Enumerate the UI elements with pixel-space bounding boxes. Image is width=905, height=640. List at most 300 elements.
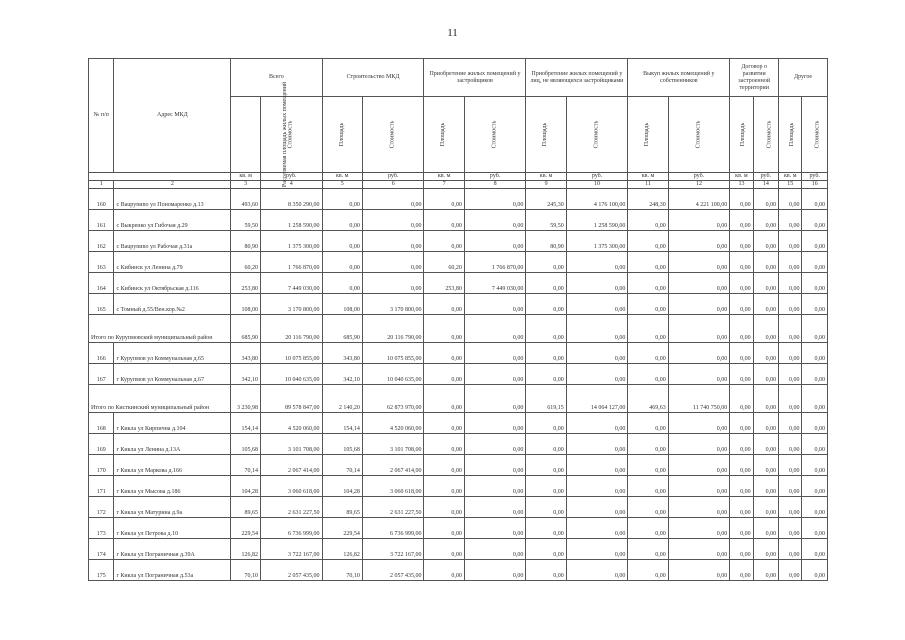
value-cell: 0,00: [753, 273, 778, 294]
value-cell: 0,00: [802, 315, 828, 343]
value-cell: 0,00: [464, 476, 526, 497]
value-cell: 0,00: [668, 294, 730, 315]
value-cell: 0,00: [566, 294, 628, 315]
value-cell: 0,00: [753, 210, 778, 231]
total-label: Итого по Курупмовский муниципальный район: [89, 315, 231, 343]
value-cell: 2 631 227,50: [260, 497, 322, 518]
value-cell: 0,00: [464, 315, 526, 343]
header-sub-label: Площадь: [740, 122, 747, 147]
value-cell: 0,00: [322, 231, 362, 252]
value-cell: 0,00: [668, 560, 730, 581]
value-cell: 2 067 414,00: [260, 455, 322, 476]
value-cell: 0,00: [628, 476, 668, 497]
header-sub-label: Площадь: [440, 122, 447, 147]
value-cell: 0,00: [802, 476, 828, 497]
row-address: г Кикла ул Пограничная д.53а: [114, 560, 231, 581]
value-cell: 0,00: [464, 385, 526, 413]
value-cell: 80,90: [526, 231, 566, 252]
value-cell: 0,00: [628, 315, 668, 343]
value-cell: 0,00: [730, 273, 753, 294]
value-cell: 0,00: [802, 294, 828, 315]
value-cell: 10 075 855,00: [260, 343, 322, 364]
value-cell: 0,00: [779, 413, 802, 434]
value-cell: 0,00: [730, 343, 753, 364]
value-cell: 2 140,20: [322, 385, 362, 413]
value-cell: 3 060 618,00: [362, 476, 424, 497]
value-cell: 0,00: [322, 210, 362, 231]
value-cell: 70,10: [322, 560, 362, 581]
value-cell: 0,00: [464, 539, 526, 560]
table-row: [89, 560, 828, 581]
header-sub: [464, 97, 526, 173]
table-row: [89, 455, 828, 476]
value-cell: 0,00: [753, 455, 778, 476]
table-row: [89, 343, 828, 364]
value-cell: 7 449 030,00: [260, 273, 322, 294]
value-cell: 0,00: [424, 434, 464, 455]
value-cell: 0,00: [628, 539, 668, 560]
row-address: г Кикла ул Мысова д.186: [114, 476, 231, 497]
row-address: с Кибинск ул Ленина д.79: [114, 252, 231, 273]
header-sub-label: Стоимость: [814, 120, 821, 149]
value-cell: 108,00: [322, 294, 362, 315]
value-cell: 0,00: [668, 476, 730, 497]
value-cell: 0,00: [362, 189, 424, 210]
value-cell: 0,00: [668, 434, 730, 455]
value-cell: 154,14: [322, 413, 362, 434]
value-cell: 70,14: [231, 455, 261, 476]
value-cell: 0,00: [424, 497, 464, 518]
value-cell: 0,00: [753, 189, 778, 210]
row-number: 163: [89, 252, 114, 273]
value-cell: 0,00: [779, 385, 802, 413]
value-cell: 0,00: [362, 231, 424, 252]
value-cell: 11 740 750,00: [668, 385, 730, 413]
header-sub-label: Площадь: [789, 122, 796, 147]
header-group: Выкуп жилых помещений у собственников: [628, 59, 730, 97]
value-cell: 0,00: [526, 539, 566, 560]
unit-cell: руб.: [753, 173, 778, 181]
value-cell: 0,00: [753, 413, 778, 434]
value-cell: 0,00: [668, 364, 730, 385]
value-cell: 0,00: [424, 210, 464, 231]
value-cell: 4 520 060,00: [260, 413, 322, 434]
value-cell: 0,00: [322, 189, 362, 210]
value-cell: 0,00: [464, 518, 526, 539]
value-cell: 0,00: [322, 252, 362, 273]
value-cell: 7 449 030,00: [464, 273, 526, 294]
value-cell: 0,00: [464, 189, 526, 210]
value-cell: 343,80: [231, 343, 261, 364]
value-cell: 0,00: [424, 315, 464, 343]
value-cell: 0,00: [779, 315, 802, 343]
value-cell: 1 258 590,00: [566, 210, 628, 231]
header-sub-label: Площадь: [644, 122, 651, 147]
colnum-cell: 10: [566, 181, 628, 189]
unit-cell: кв. м: [779, 173, 802, 181]
value-cell: 10 040 635,00: [362, 364, 424, 385]
value-cell: 10 075 855,00: [362, 343, 424, 364]
value-cell: 0,00: [753, 476, 778, 497]
row-address: г Курупмов ул Коммунальная д.65: [114, 343, 231, 364]
value-cell: 4 221 100,00: [668, 189, 730, 210]
value-cell: 6 736 999,00: [362, 518, 424, 539]
header-sub-label: Расселяемая площадь жилых помещений: [282, 81, 289, 188]
table-row: [89, 252, 828, 273]
value-cell: 0,00: [628, 231, 668, 252]
value-cell: 0,00: [802, 231, 828, 252]
value-cell: 0,00: [628, 364, 668, 385]
value-cell: 0,00: [424, 231, 464, 252]
colnum-cell: 7: [424, 181, 464, 189]
header-sub-label: Площадь: [338, 122, 345, 147]
table-row: [89, 189, 828, 210]
value-cell: 0,00: [362, 252, 424, 273]
value-cell: 342,10: [322, 364, 362, 385]
value-cell: 2 631 227,50: [362, 497, 424, 518]
value-cell: 343,80: [322, 343, 362, 364]
value-cell: 89 578 847,00: [260, 385, 322, 413]
value-cell: 59,50: [526, 210, 566, 231]
header-address: Адрес МКД: [114, 59, 231, 173]
table-row: [89, 434, 828, 455]
value-cell: 0,00: [730, 434, 753, 455]
header-sub: [424, 97, 464, 173]
value-cell: 0,00: [464, 560, 526, 581]
value-cell: 104,28: [322, 476, 362, 497]
value-cell: 10 040 635,00: [260, 364, 322, 385]
unit-cell: руб.: [362, 173, 424, 181]
value-cell: 0,00: [730, 560, 753, 581]
colnum-cell: 2: [114, 181, 231, 189]
row-number: 164: [89, 273, 114, 294]
value-cell: 0,00: [802, 560, 828, 581]
value-cell: 0,00: [566, 315, 628, 343]
value-cell: 0,00: [424, 385, 464, 413]
value-cell: 0,00: [730, 518, 753, 539]
unit-cell: руб.: [566, 173, 628, 181]
total-row: [89, 315, 828, 343]
value-cell: 108,00: [231, 294, 261, 315]
colnum-cell: 6: [362, 181, 424, 189]
value-cell: 105,68: [322, 434, 362, 455]
value-cell: 0,00: [779, 294, 802, 315]
header-sub: [566, 97, 628, 173]
value-cell: 0,00: [779, 518, 802, 539]
value-cell: 8 350 290,00: [260, 189, 322, 210]
table-row: [89, 539, 828, 560]
value-cell: 0,00: [730, 364, 753, 385]
value-cell: 1 258 590,00: [260, 210, 322, 231]
value-cell: 126,82: [322, 539, 362, 560]
value-cell: 0,00: [566, 364, 628, 385]
value-cell: 0,00: [668, 210, 730, 231]
value-cell: 0,00: [464, 294, 526, 315]
header-sub-label: Стоимость: [593, 120, 600, 149]
value-cell: 0,00: [424, 539, 464, 560]
value-cell: 0,00: [464, 343, 526, 364]
table-row: [89, 294, 828, 315]
value-cell: 0,00: [779, 343, 802, 364]
value-cell: 20 116 790,00: [260, 315, 322, 343]
value-cell: 0,00: [424, 518, 464, 539]
colnum-cell: 16: [802, 181, 828, 189]
unit-cell: кв. м: [322, 173, 362, 181]
colnum-cell: 15: [779, 181, 802, 189]
header-sub-label: Стоимость: [695, 120, 702, 149]
value-cell: 0,00: [464, 231, 526, 252]
value-cell: 0,00: [802, 413, 828, 434]
value-cell: 0,00: [566, 539, 628, 560]
value-cell: 0,00: [779, 497, 802, 518]
value-cell: 3 101 708,00: [362, 434, 424, 455]
value-cell: 0,00: [424, 189, 464, 210]
value-cell: 0,00: [802, 252, 828, 273]
row-address: с Томный д.55/Вен.кор.№2: [114, 294, 231, 315]
value-cell: 0,00: [753, 385, 778, 413]
value-cell: 0,00: [668, 231, 730, 252]
value-cell: 0,00: [730, 476, 753, 497]
table-row: [89, 231, 828, 252]
value-cell: 0,00: [753, 315, 778, 343]
value-cell: 0,00: [566, 497, 628, 518]
value-cell: 1 375 300,00: [566, 231, 628, 252]
colnum-cell: 13: [730, 181, 753, 189]
value-cell: 0,00: [526, 560, 566, 581]
value-cell: 0,00: [526, 343, 566, 364]
value-cell: 0,00: [424, 560, 464, 581]
value-cell: 62 873 970,00: [362, 385, 424, 413]
value-cell: 0,00: [668, 315, 730, 343]
header-sub: [362, 97, 424, 173]
row-number: 165: [89, 294, 114, 315]
unit-cell: кв. м: [526, 173, 566, 181]
value-cell: 0,00: [802, 455, 828, 476]
value-cell: 0,00: [779, 252, 802, 273]
header-sub: [730, 97, 753, 173]
value-cell: 0,00: [802, 364, 828, 385]
value-cell: 59,50: [231, 210, 261, 231]
value-cell: 0,00: [802, 189, 828, 210]
value-cell: 0,00: [566, 273, 628, 294]
table-row: [89, 210, 828, 231]
header-sub: [668, 97, 730, 173]
value-cell: 105,68: [231, 434, 261, 455]
value-cell: 2 067 414,00: [362, 455, 424, 476]
colnum-cell: 4: [260, 181, 322, 189]
value-cell: 0,00: [730, 252, 753, 273]
value-cell: 6 736 999,00: [260, 518, 322, 539]
header-sub: [779, 97, 802, 173]
header-sub: [753, 97, 778, 173]
value-cell: 0,00: [424, 364, 464, 385]
value-cell: 0,00: [779, 434, 802, 455]
value-cell: 0,00: [322, 273, 362, 294]
value-cell: 0,00: [753, 343, 778, 364]
value-cell: 0,00: [362, 210, 424, 231]
value-cell: 0,00: [753, 294, 778, 315]
value-cell: 3 722 167,00: [362, 539, 424, 560]
colnum-cell: 5: [322, 181, 362, 189]
value-cell: 0,00: [566, 252, 628, 273]
value-cell: 1 375 300,00: [260, 231, 322, 252]
value-cell: 0,00: [753, 364, 778, 385]
header-sub: [628, 97, 668, 173]
value-cell: 4 176 100,00: [566, 189, 628, 210]
value-cell: 0,00: [464, 210, 526, 231]
value-cell: 0,00: [526, 364, 566, 385]
row-number: 172: [89, 497, 114, 518]
value-cell: 0,00: [566, 476, 628, 497]
row-address: с Ваupуnиnо ул Пономаренко д.13: [114, 189, 231, 210]
value-cell: 60,20: [231, 252, 261, 273]
value-cell: 0,00: [424, 476, 464, 497]
value-cell: 0,00: [424, 294, 464, 315]
header-sub: [322, 97, 362, 173]
value-cell: 126,82: [231, 539, 261, 560]
value-cell: 0,00: [802, 518, 828, 539]
value-cell: 70,10: [231, 560, 261, 581]
value-cell: 4 520 060,00: [362, 413, 424, 434]
value-cell: 0,00: [802, 539, 828, 560]
value-cell: 3 170 800,00: [362, 294, 424, 315]
header-sub-label: Стоимость: [491, 120, 498, 149]
value-cell: 0,00: [779, 364, 802, 385]
value-cell: 0,00: [730, 231, 753, 252]
value-cell: 0,00: [628, 343, 668, 364]
value-cell: 0,00: [566, 518, 628, 539]
value-cell: 3 170 800,00: [260, 294, 322, 315]
unit-cell: кв. м: [730, 173, 753, 181]
value-cell: 0,00: [802, 343, 828, 364]
row-address: с Кибинск ул Октябрьская д.116: [114, 273, 231, 294]
value-cell: 493,60: [231, 189, 261, 210]
value-cell: 0,00: [526, 252, 566, 273]
table-row: [89, 476, 828, 497]
table-row: [89, 273, 828, 294]
value-cell: 0,00: [464, 364, 526, 385]
colnum-cell: 14: [753, 181, 778, 189]
colnum-cell: 3: [231, 181, 261, 189]
value-cell: 80,90: [231, 231, 261, 252]
value-cell: 0,00: [566, 343, 628, 364]
value-cell: 0,00: [464, 413, 526, 434]
table-row: [89, 364, 828, 385]
value-cell: 154,14: [231, 413, 261, 434]
value-cell: 0,00: [566, 413, 628, 434]
value-cell: 0,00: [668, 518, 730, 539]
row-address: г Кикла ул Петрова д.10: [114, 518, 231, 539]
value-cell: 253,80: [424, 273, 464, 294]
header-row-colnums: [89, 181, 828, 189]
unit-blank: [89, 173, 231, 181]
value-cell: 0,00: [802, 434, 828, 455]
header-num: № п/п: [89, 59, 114, 173]
row-number: 160: [89, 189, 114, 210]
value-cell: 0,00: [668, 455, 730, 476]
value-cell: 0,00: [668, 343, 730, 364]
header-sub-label: Стоимость: [389, 120, 396, 149]
value-cell: 0,00: [753, 518, 778, 539]
value-cell: 0,00: [730, 455, 753, 476]
value-cell: 0,00: [779, 189, 802, 210]
value-cell: 0,00: [526, 273, 566, 294]
value-cell: 0,00: [802, 385, 828, 413]
row-number: 161: [89, 210, 114, 231]
value-cell: 245,30: [526, 189, 566, 210]
value-cell: 0,00: [526, 413, 566, 434]
value-cell: 0,00: [526, 455, 566, 476]
value-cell: 0,00: [628, 294, 668, 315]
header-row-units: [89, 173, 828, 181]
row-number: 169: [89, 434, 114, 455]
value-cell: 0,00: [628, 273, 668, 294]
value-cell: 104,28: [231, 476, 261, 497]
value-cell: 253,80: [231, 273, 261, 294]
value-cell: 0,00: [526, 434, 566, 455]
value-cell: 3 722 167,00: [260, 539, 322, 560]
header-sub-label: Площадь: [542, 122, 549, 147]
unit-cell: руб.: [260, 173, 322, 181]
value-cell: 0,00: [424, 455, 464, 476]
row-number: 168: [89, 413, 114, 434]
header-group: Приобретение жилых помещений у лиц, не являющихся застройщиками: [526, 59, 628, 97]
value-cell: 0,00: [730, 385, 753, 413]
value-cell: 0,00: [464, 497, 526, 518]
value-cell: 0,00: [753, 434, 778, 455]
value-cell: 89,65: [322, 497, 362, 518]
colnum-cell: 11: [628, 181, 668, 189]
value-cell: 60,20: [424, 252, 464, 273]
header-row-groups: [89, 59, 828, 97]
value-cell: 0,00: [424, 413, 464, 434]
value-cell: 2 057 435,00: [260, 560, 322, 581]
value-cell: 0,00: [779, 539, 802, 560]
total-label: Итого по Кисткинский муниципальный район: [89, 385, 231, 413]
value-cell: 0,00: [526, 315, 566, 343]
value-cell: 0,00: [753, 252, 778, 273]
value-cell: 0,00: [779, 560, 802, 581]
value-cell: 469,63: [628, 385, 668, 413]
value-cell: 20 116 790,00: [362, 315, 424, 343]
unit-cell: руб.: [802, 173, 828, 181]
header-sub: [802, 97, 828, 173]
header-sub: [260, 97, 322, 173]
table-row: [89, 518, 828, 539]
value-cell: 0,00: [526, 294, 566, 315]
value-cell: 0,00: [668, 273, 730, 294]
value-cell: 3 101 708,00: [260, 434, 322, 455]
value-cell: 0,00: [802, 210, 828, 231]
row-number: 171: [89, 476, 114, 497]
value-cell: 0,00: [753, 560, 778, 581]
row-address: г Кикла ул Пограничная д.39А: [114, 539, 231, 560]
value-cell: 229,54: [231, 518, 261, 539]
value-cell: 685,90: [322, 315, 362, 343]
value-cell: 0,00: [779, 231, 802, 252]
value-cell: 0,00: [464, 455, 526, 476]
value-cell: 0,00: [628, 434, 668, 455]
value-cell: 0,00: [628, 497, 668, 518]
table-row: [89, 497, 828, 518]
resettlement-table: [88, 58, 828, 581]
value-cell: 0,00: [730, 210, 753, 231]
value-cell: 70,14: [322, 455, 362, 476]
colnum-cell: 8: [464, 181, 526, 189]
header-sub-label: Стоимость: [287, 120, 294, 149]
row-number: 174: [89, 539, 114, 560]
row-number: 167: [89, 364, 114, 385]
